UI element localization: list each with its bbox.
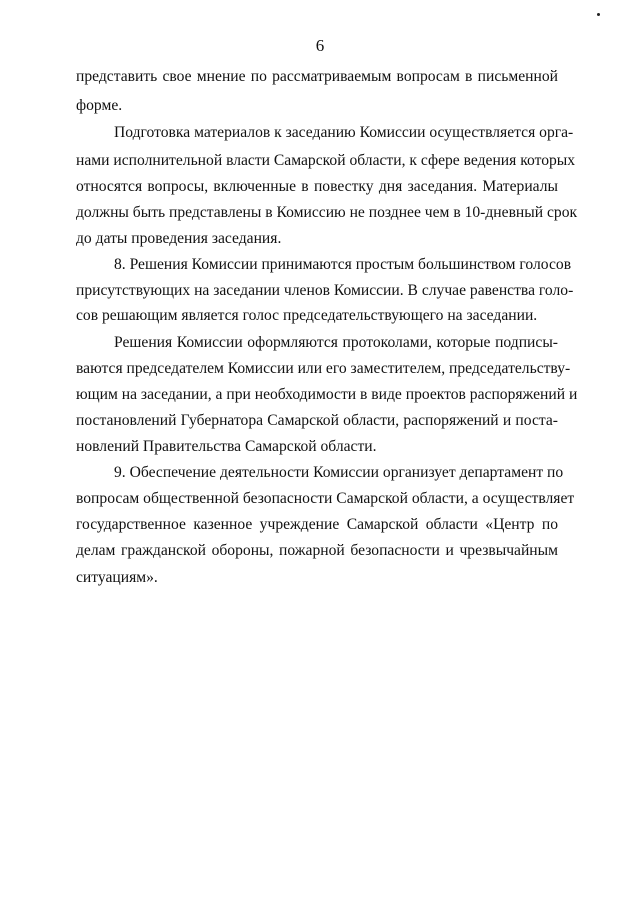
- text-line: сов решающим является голос председательствующего на заседании.: [76, 307, 538, 324]
- text-line: делам гражданской обороны, пожарной безопасности и чрезвычайным: [76, 542, 558, 559]
- text-line: новлений Правительства Самарской области.: [76, 438, 377, 455]
- text-line: 8. Решения Комиссии принимаются простым большинством голосов: [114, 256, 572, 273]
- text-line: присутствующих на заседании членов Комиссии. В случае равенства голо-: [76, 282, 574, 299]
- text-line: ваются председателем Комиссии или его заместителем, председательству-: [76, 360, 571, 377]
- text-line: ситуациям».: [76, 569, 158, 586]
- text-line: постановлений Губернатора Самарской области, распоряжений и поста-: [76, 412, 558, 429]
- text-line: вопросам общественной безопасности Самарской области, а осуществляет: [76, 490, 575, 507]
- text-line: форме.: [76, 97, 123, 114]
- text-line: должны быть представлены в Комиссию не позднее чем в 10-дневный срок: [76, 204, 578, 221]
- text-line: 9. Обеспечение деятельности Комиссии организует департамент по: [114, 464, 564, 481]
- page-number: 6: [315, 36, 325, 55]
- text-line: нами исполнительной власти Самарской области, к сфере ведения которых: [76, 152, 576, 169]
- text-line: Решения Комиссии оформляются протоколами, которые подписы-: [114, 334, 558, 351]
- text-line: относятся вопросы, включенные в повестку дня заседания. Материалы: [76, 178, 558, 195]
- text-line: до даты проведения заседания.: [76, 230, 282, 247]
- scan-speck: [597, 13, 600, 16]
- text-line: представить свое мнение по рассматриваемым вопросам в письменной: [76, 68, 558, 85]
- text-line: государственное казенное учреждение Самарской области «Центр по: [76, 516, 558, 533]
- text-line: Подготовка материалов к заседанию Комиссии осуществляется орга-: [114, 124, 574, 141]
- text-line: ющим на заседании, а при необходимости в виде проектов распоряжений и: [76, 386, 578, 403]
